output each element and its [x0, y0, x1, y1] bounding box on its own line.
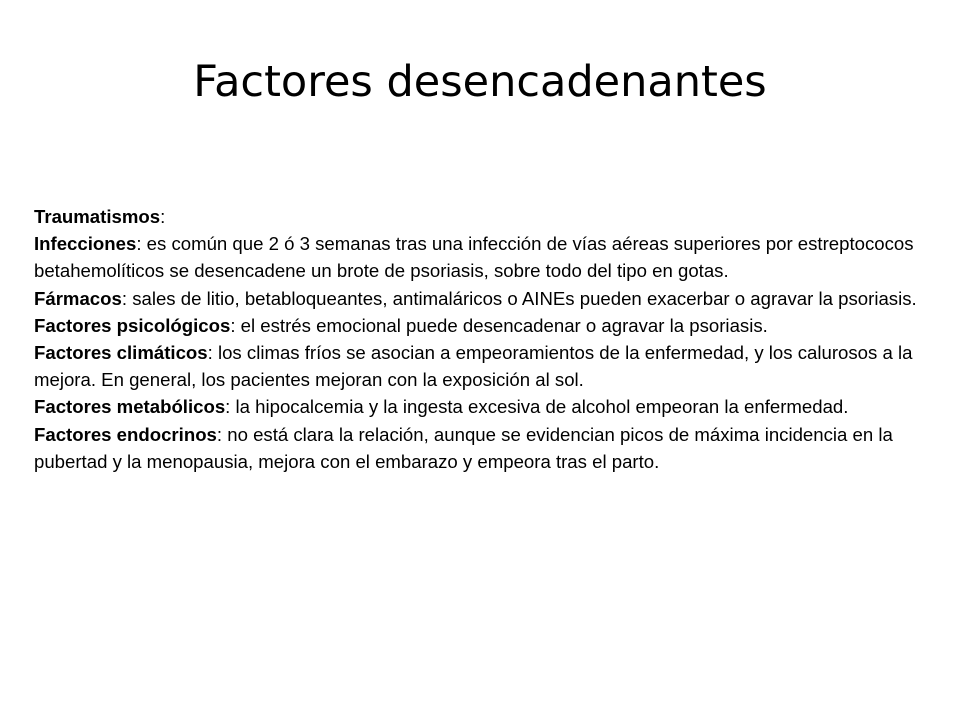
entry-factores-climaticos — [34, 339, 930, 393]
entry-description: : los climas fríos se asocian a empeoramientos de la enfermedad, y los calurosos a la mejora. En general, los pacientes mejoran con la exposición al sol. — [34, 342, 913, 391]
entry-term: Factores endocrinos — [34, 423, 217, 445]
entry-term: Factores climáticos — [34, 342, 208, 364]
entry-description: : — [160, 206, 166, 227]
entry-factores-endocrinos — [34, 421, 930, 475]
entry-farmacos — [34, 285, 930, 312]
entry-factores-psicologicos — [34, 312, 930, 339]
entry-term: Factores metabólicos — [34, 396, 226, 418]
entry-term: Infecciones — [34, 233, 137, 255]
entry-infecciones — [34, 230, 930, 284]
slide-body — [34, 203, 930, 475]
entry-description: : el estrés emocional puede desencadenar o agravar la psoriasis. — [230, 314, 768, 336]
entry-term: Fármacos — [34, 287, 122, 309]
entry-description: : no está clara la relación, aunque se evidencian picos de máxima incidencia en la pubertad y la menopausia, mejora con el embarazo y empeora tras el parto. — [34, 423, 893, 472]
entry-term: Traumatismos — [34, 206, 161, 227]
entry-factores-metabolicos — [34, 393, 930, 420]
entry-traumatismos — [34, 203, 930, 230]
entry-description: : la hipocalcemia y la ingesta excesiva de alcohol empeoran la enfermedad. — [225, 396, 849, 418]
entry-description: : sales de litio, betabloqueantes, antimaláricos o AINEs pueden exacerbar o agravar la psoriasis. — [121, 287, 917, 309]
entry-term: Factores psicológicos — [34, 314, 231, 336]
slide-title: Factores desencadenantes — [193, 57, 767, 107]
entry-description: : es común que 2 ó 3 semanas tras una infección de vías aéreas superiores por estreptococos betahemolíticos se desencadene un brote de psoriasis, sobre todo del tipo en gotas. — [34, 233, 914, 282]
